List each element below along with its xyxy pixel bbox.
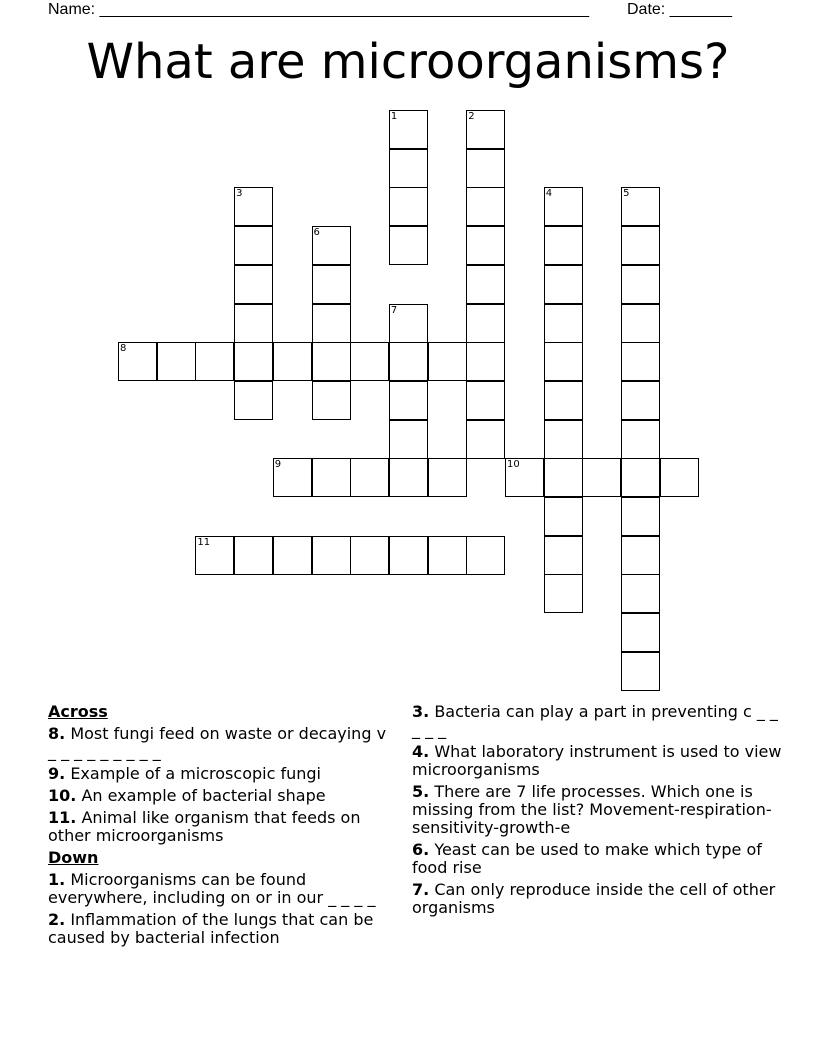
clue-across-9 <box>48 765 398 783</box>
grid-cell[interactable] <box>621 613 660 652</box>
down-heading: Down <box>48 848 99 867</box>
clue-number: 5. <box>412 782 430 801</box>
clue-across-10 <box>48 787 398 805</box>
cell-number: 11 <box>197 536 211 548</box>
grid-cell[interactable] <box>466 149 505 188</box>
grid-cell[interactable] <box>389 381 428 420</box>
grid-cell[interactable] <box>234 381 273 420</box>
grid-cell[interactable] <box>312 265 351 304</box>
grid-cell[interactable] <box>350 342 389 381</box>
cell-number: 4 <box>545 188 553 200</box>
clue-down-2 <box>48 911 398 947</box>
cell-number: 2 <box>468 111 475 122</box>
grid-cell[interactable] <box>389 420 428 459</box>
grid-cell[interactable] <box>195 536 234 575</box>
grid-cell[interactable] <box>621 420 660 459</box>
grid-cell[interactable] <box>544 304 583 343</box>
name-label: Name: <box>48 1 96 18</box>
grid-cell[interactable] <box>234 342 273 381</box>
grid-cell[interactable] <box>466 381 505 420</box>
grid-cell[interactable] <box>544 420 583 459</box>
clue-text: Most fungi feed on waste or decaying v _ _ _ _ _ _ _ _ _ <box>48 724 387 761</box>
grid-cell[interactable] <box>312 342 351 381</box>
grid-cell[interactable] <box>544 226 583 265</box>
clue-text: There are 7 life processes. Which one is missing from the list? Movement-respiration-sensitivity-growth-e <box>412 782 772 837</box>
cell-number: 10 <box>507 459 520 471</box>
grid-cell[interactable] <box>505 458 544 497</box>
clues-right-column <box>412 703 782 921</box>
clue-number: 7. <box>412 880 430 899</box>
grid-cell[interactable] <box>389 110 428 149</box>
grid-cell[interactable] <box>544 458 583 497</box>
grid-cell[interactable] <box>466 187 505 226</box>
clues-left-column <box>48 703 398 951</box>
clue-number: 10. <box>48 786 77 805</box>
grid-cell[interactable] <box>428 458 467 497</box>
grid-cell[interactable] <box>234 226 273 265</box>
grid-cell[interactable] <box>582 458 621 497</box>
grid-cell[interactable] <box>544 497 583 536</box>
grid-cell[interactable] <box>350 458 389 497</box>
clue-number: 3. <box>412 702 430 721</box>
clue-text: An example of bacterial shape <box>81 786 326 805</box>
grid-cell[interactable] <box>195 342 234 381</box>
grid-cell[interactable] <box>621 536 660 575</box>
grid-cell[interactable] <box>389 149 428 188</box>
clue-number: 8. <box>48 724 66 743</box>
name-blank: _______________________________________________________ <box>99 1 589 18</box>
grid-cell[interactable] <box>312 304 351 343</box>
clue-down-3 <box>412 703 782 739</box>
clue-text: Animal like organism that feeds on other microorganisms <box>48 808 361 845</box>
clue-text: What laboratory instrument is used to view microorganisms <box>412 742 782 779</box>
grid-cell[interactable] <box>312 536 351 575</box>
grid-cell[interactable] <box>312 458 351 497</box>
clue-number: 4. <box>412 742 430 761</box>
clue-text: Inflammation of the lungs that can be caused by bacterial infection <box>48 910 374 947</box>
clue-across-11 <box>48 809 398 845</box>
grid-cell[interactable] <box>389 187 428 226</box>
grid-cell[interactable] <box>466 536 505 575</box>
cell-number: 1 <box>390 111 398 122</box>
grid-cell[interactable] <box>312 226 351 265</box>
grid-cell[interactable] <box>428 536 467 575</box>
grid-cell[interactable] <box>273 342 312 381</box>
grid-cell[interactable] <box>466 420 505 459</box>
clue-text: Bacteria can play a part in preventing c _ _ _ _ _ <box>412 702 778 739</box>
grid-cell[interactable] <box>466 265 505 304</box>
clue-number: 9. <box>48 764 66 783</box>
clue-number: 11. <box>48 808 77 827</box>
across-heading: Across <box>48 702 108 721</box>
grid-cell[interactable] <box>621 187 660 226</box>
grid-cell[interactable] <box>389 342 428 381</box>
grid-cell[interactable] <box>466 226 505 265</box>
grid-cell[interactable] <box>621 497 660 536</box>
grid-cell[interactable] <box>273 536 312 575</box>
grid-cell[interactable] <box>660 458 699 497</box>
grid-cell[interactable] <box>466 342 505 381</box>
clue-text: Can only reproduce inside the cell of other organisms <box>412 880 776 917</box>
clue-down-6 <box>412 841 782 877</box>
clue-text: Yeast can be used to make which type of food rise <box>412 840 762 877</box>
grid-cell[interactable] <box>157 342 196 381</box>
grid-cell[interactable] <box>466 304 505 343</box>
clue-number: 2. <box>48 910 66 929</box>
clue-down-7 <box>412 881 782 917</box>
grid-cell[interactable] <box>544 265 583 304</box>
grid-cell[interactable] <box>621 574 660 613</box>
grid-cell[interactable] <box>621 458 660 497</box>
grid-cell[interactable] <box>234 536 273 575</box>
grid-cell[interactable] <box>466 110 505 149</box>
cell-number: 9 <box>274 459 282 471</box>
clue-across-8 <box>48 725 398 761</box>
grid-cell[interactable] <box>389 304 428 343</box>
grid-cell[interactable] <box>234 265 273 304</box>
clue-number: 1. <box>48 870 66 889</box>
grid-cell[interactable] <box>544 574 583 613</box>
clue-down-5 <box>412 783 782 837</box>
date-blank: _______ <box>669 1 732 18</box>
clue-text: Microorganisms can be found everywhere, including on or in our _ _ _ _ <box>48 870 376 907</box>
cell-number: 8 <box>120 343 127 355</box>
grid-cell[interactable] <box>234 187 273 226</box>
cell-number: 5 <box>623 188 630 200</box>
grid-cell[interactable] <box>389 458 428 497</box>
grid-cell[interactable] <box>234 304 273 343</box>
page-title: What are microorganisms? <box>86 34 730 90</box>
grid-cell[interactable] <box>273 458 312 497</box>
grid-cell[interactable] <box>621 342 660 381</box>
clue-down-4 <box>412 743 782 779</box>
grid-cell[interactable] <box>544 342 583 381</box>
grid-cell[interactable] <box>621 381 660 420</box>
cell-number: 6 <box>313 227 320 239</box>
grid-cell[interactable] <box>621 304 660 343</box>
grid-cell[interactable] <box>621 226 660 265</box>
grid-cell[interactable] <box>621 652 660 691</box>
date-label: Date: <box>627 1 666 18</box>
grid-cell[interactable] <box>118 342 157 381</box>
grid-cell[interactable] <box>544 187 583 226</box>
grid-cell[interactable] <box>350 536 389 575</box>
grid-cell[interactable] <box>428 342 467 381</box>
cell-number: 3 <box>236 188 243 200</box>
grid-cell[interactable] <box>389 226 428 265</box>
clue-down-1 <box>48 871 398 907</box>
clue-number: 6. <box>412 840 430 859</box>
grid-cell[interactable] <box>544 536 583 575</box>
grid-cell[interactable] <box>544 381 583 420</box>
cell-number: 7 <box>390 304 398 316</box>
grid-cell[interactable] <box>621 265 660 304</box>
grid-cell[interactable] <box>389 536 428 575</box>
grid-cell[interactable] <box>312 381 351 420</box>
clue-text: Example of a microscopic fungi <box>70 764 321 783</box>
